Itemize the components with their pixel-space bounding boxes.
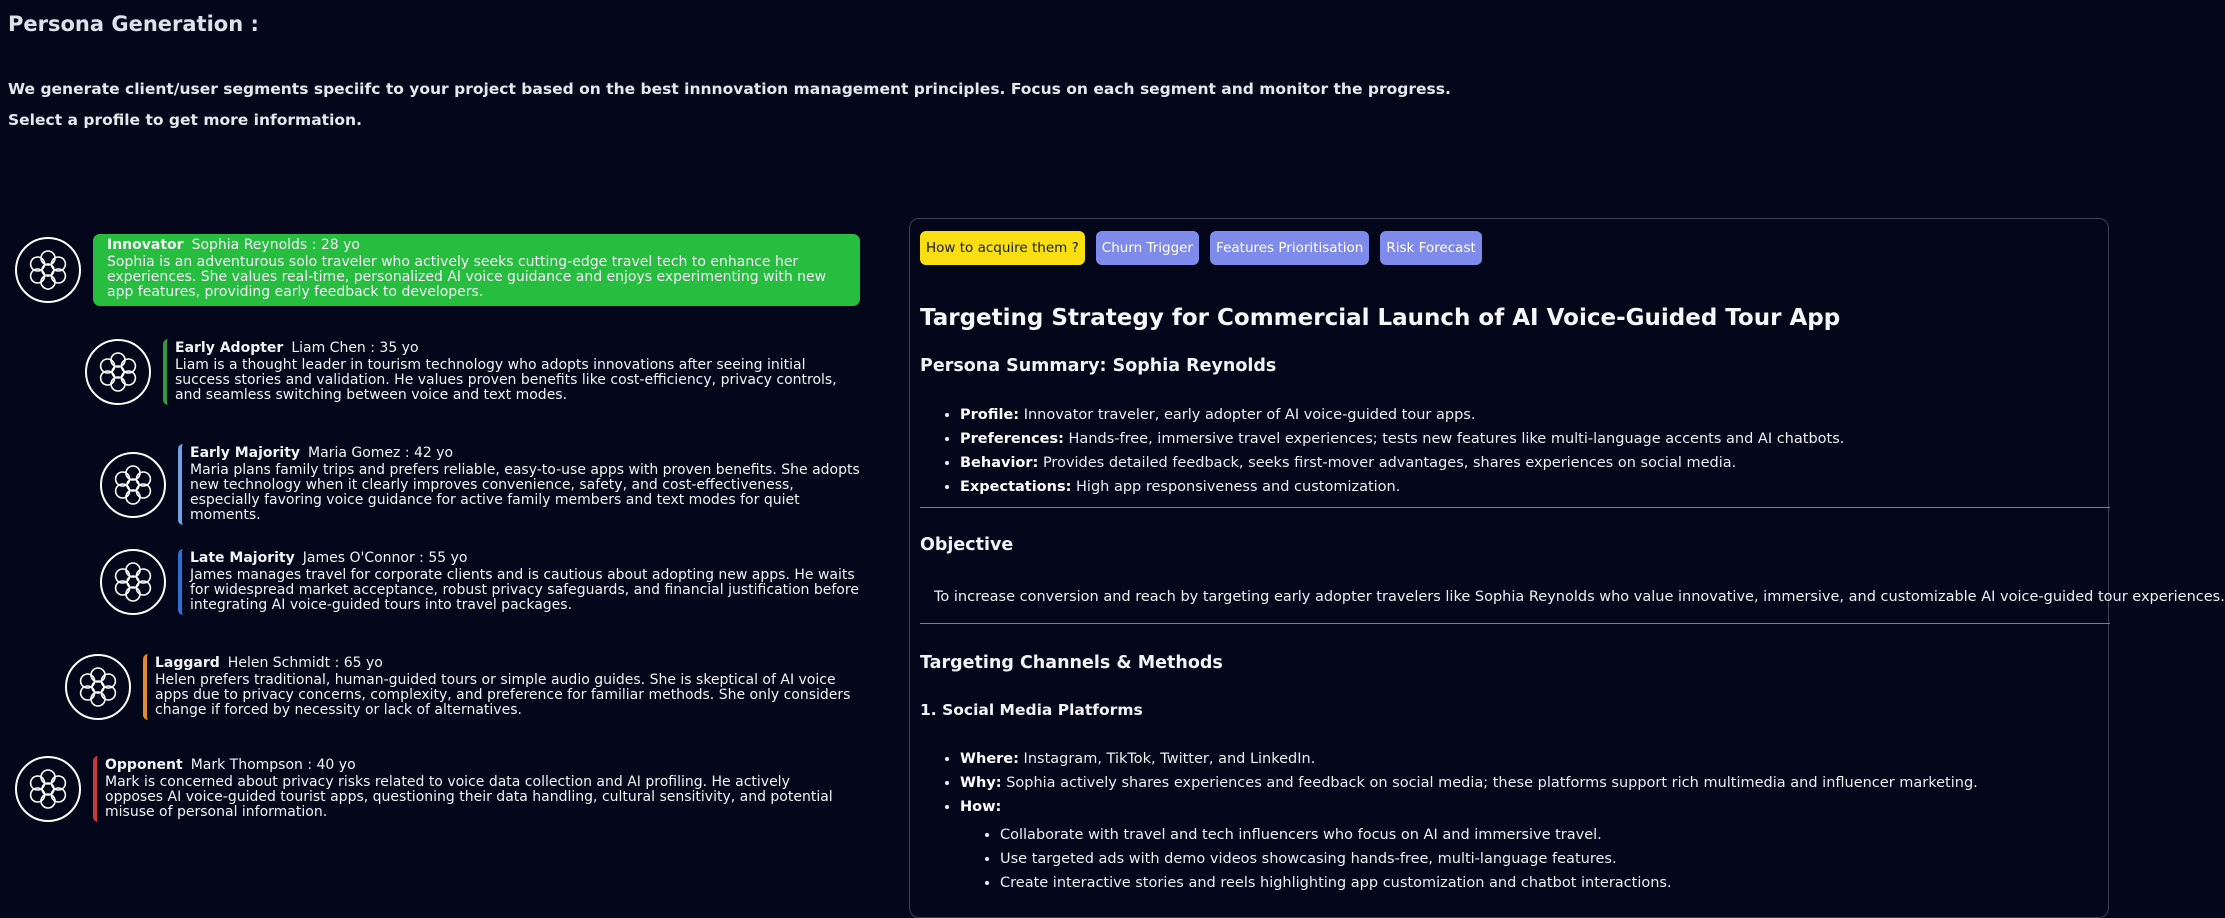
persona-late-majority[interactable] <box>100 549 871 615</box>
list-item: • Preferences: Hands-free, immersive travel experiences; tests new features like multi-language accents and AI chatbots. <box>960 427 1844 451</box>
persona-tag: Innovator <box>107 237 184 253</box>
persona-card[interactable] <box>93 234 860 306</box>
persona-name: Mark Thompson : 40 yo <box>190 757 356 773</box>
list-item: • Create interactive stories and reels highlighting app customization and chatbot interactions. <box>1000 871 1672 895</box>
list-item: • Profile: Innovator traveler, early adopter of AI voice-guided tour apps. <box>960 403 1844 427</box>
divider <box>920 623 2110 624</box>
persona-name: James O'Connor : 55 yo <box>302 550 468 566</box>
persona-avatar-icon <box>85 339 151 405</box>
persona-tag: Early Majority <box>190 445 301 461</box>
list-item: • Why: Sophia actively shares experiences and feedback on social media; these platforms support rich multimedia and influencer marketing. <box>960 771 1978 795</box>
persona-early-majority[interactable] <box>100 444 871 525</box>
channels-heading: Targeting Channels & Methods <box>920 653 1223 673</box>
persona-name: Sophia Reynolds : 28 yo <box>191 237 360 253</box>
how-list <box>960 823 1672 895</box>
persona-avatar-icon <box>100 452 166 518</box>
persona-name: Liam Chen : 35 yo <box>291 340 419 356</box>
persona-tag: Opponent <box>105 757 183 773</box>
persona-early-adopter[interactable] <box>85 339 871 405</box>
divider <box>920 507 2110 508</box>
tab-risk-forecast[interactable]: Risk Forecast <box>1380 231 1481 265</box>
persona-tag: Laggard <box>155 655 220 671</box>
persona-card[interactable] <box>143 654 871 720</box>
objective-heading: Objective <box>920 535 1014 555</box>
persona-card[interactable] <box>93 756 856 822</box>
detail-panel <box>909 218 2225 918</box>
persona-avatar-icon <box>65 654 131 720</box>
persona-tag: Late Majority <box>190 550 295 566</box>
persona-avatar-icon <box>15 756 81 822</box>
list-item: • Where: Instagram, TikTok, Twitter, and LinkedIn. <box>960 747 1978 771</box>
persona-avatar-icon <box>15 237 81 303</box>
intro-instruction: Select a profile to get more information. <box>8 111 362 129</box>
list-item: • Behavior: Provides detailed feedback, seeks first-mover advantages, shares experiences on social media. <box>960 451 1844 475</box>
strategy-title: Targeting Strategy for Commercial Launch of AI Voice-Guided Tour App <box>920 305 1841 331</box>
intro-description: We generate client/user segments speciifc to your project based on the best innnovation management principles. Focus on each segment and monitor the progress. <box>8 80 1451 98</box>
social-heading: 1. Social Media Platforms <box>920 701 1143 719</box>
persona-description: Mark is concerned about privacy risks related to voice data collection and AI profiling. He actively opposes AI voice-guided tourist apps, questioning their data handling, cultural sensitivity, and potential misuse of personal information. <box>105 774 833 820</box>
objective-text: To increase conversion and reach by targeting early adopter travelers like Sophia Reynolds who value innovative, immersive, and customizable AI voice-guided tour experiences. <box>934 589 2225 605</box>
persona-description: Liam is a thought leader in tourism technology who adopts innovations after seeing initial success stories and validation. He values proven benefits like cost-efficiency, privacy controls, and seamless switching between voice and text modes. <box>175 357 837 403</box>
persona-description: Maria plans family trips and prefers reliable, easy-to-use apps with proven benefits. She adopts new technology when it clearly improves convenience, safety, and cost-effectiveness, especially favoring voice guidance for active family members and text modes for quiet moments. <box>190 462 860 523</box>
persona-tag: Early Adopter <box>175 340 284 356</box>
tab-churn-trigger[interactable]: Churn Trigger <box>1096 231 1199 265</box>
persona-description: Sophia is an adventurous solo traveler who actively seeks cutting-edge travel tech to enhance her experiences. She values real-time, personalized AI voice guidance and enjoys experimenting with new app features, providing early feedback to developers. <box>107 254 827 300</box>
tab-features-prioritisation[interactable]: Features Prioritisation <box>1210 231 1369 265</box>
tab-how-to-acquire[interactable]: How to acquire them ? <box>920 231 1085 265</box>
persona-innovator[interactable] <box>15 234 860 306</box>
tab-row <box>920 231 1482 265</box>
persona-card[interactable] <box>178 444 871 525</box>
list-item: • How: <box>960 795 1978 819</box>
persona-name: Maria Gomez : 42 yo <box>308 445 454 461</box>
page-title: Persona Generation : <box>8 12 259 36</box>
list-item: • Collaborate with travel and tech influencers who focus on AI and immersive travel. <box>1000 823 1672 847</box>
persona-laggard[interactable] <box>65 654 871 720</box>
persona-card[interactable] <box>178 549 871 615</box>
social-list <box>920 747 1978 819</box>
persona-name: Helen Schmidt : 65 yo <box>227 655 383 671</box>
summary-list <box>920 403 1844 499</box>
list-item: • Use targeted ads with demo videos showcasing hands-free, multi-language features. <box>1000 847 1672 871</box>
persona-description: James manages travel for corporate clients and is cautious about adopting new apps. He waits for widespread market acceptance, robust privacy safeguards, and financial justification before integrating AI voice-guided tours into travel packages. <box>190 567 859 613</box>
persona-card[interactable] <box>163 339 871 405</box>
persona-description: Helen prefers traditional, human-guided tours or simple audio guides. She is skeptical of AI voice apps due to privacy concerns, complexity, and preference for familiar methods. She only considers change if forced by necessity or lack of alternatives. <box>155 672 851 718</box>
persona-opponent[interactable] <box>15 756 856 822</box>
summary-heading: Persona Summary: Sophia Reynolds <box>920 356 1277 376</box>
intro <box>8 80 1451 142</box>
list-item: • Expectations: High app responsiveness and customization. <box>960 475 1844 499</box>
persona-avatar-icon <box>100 549 166 615</box>
